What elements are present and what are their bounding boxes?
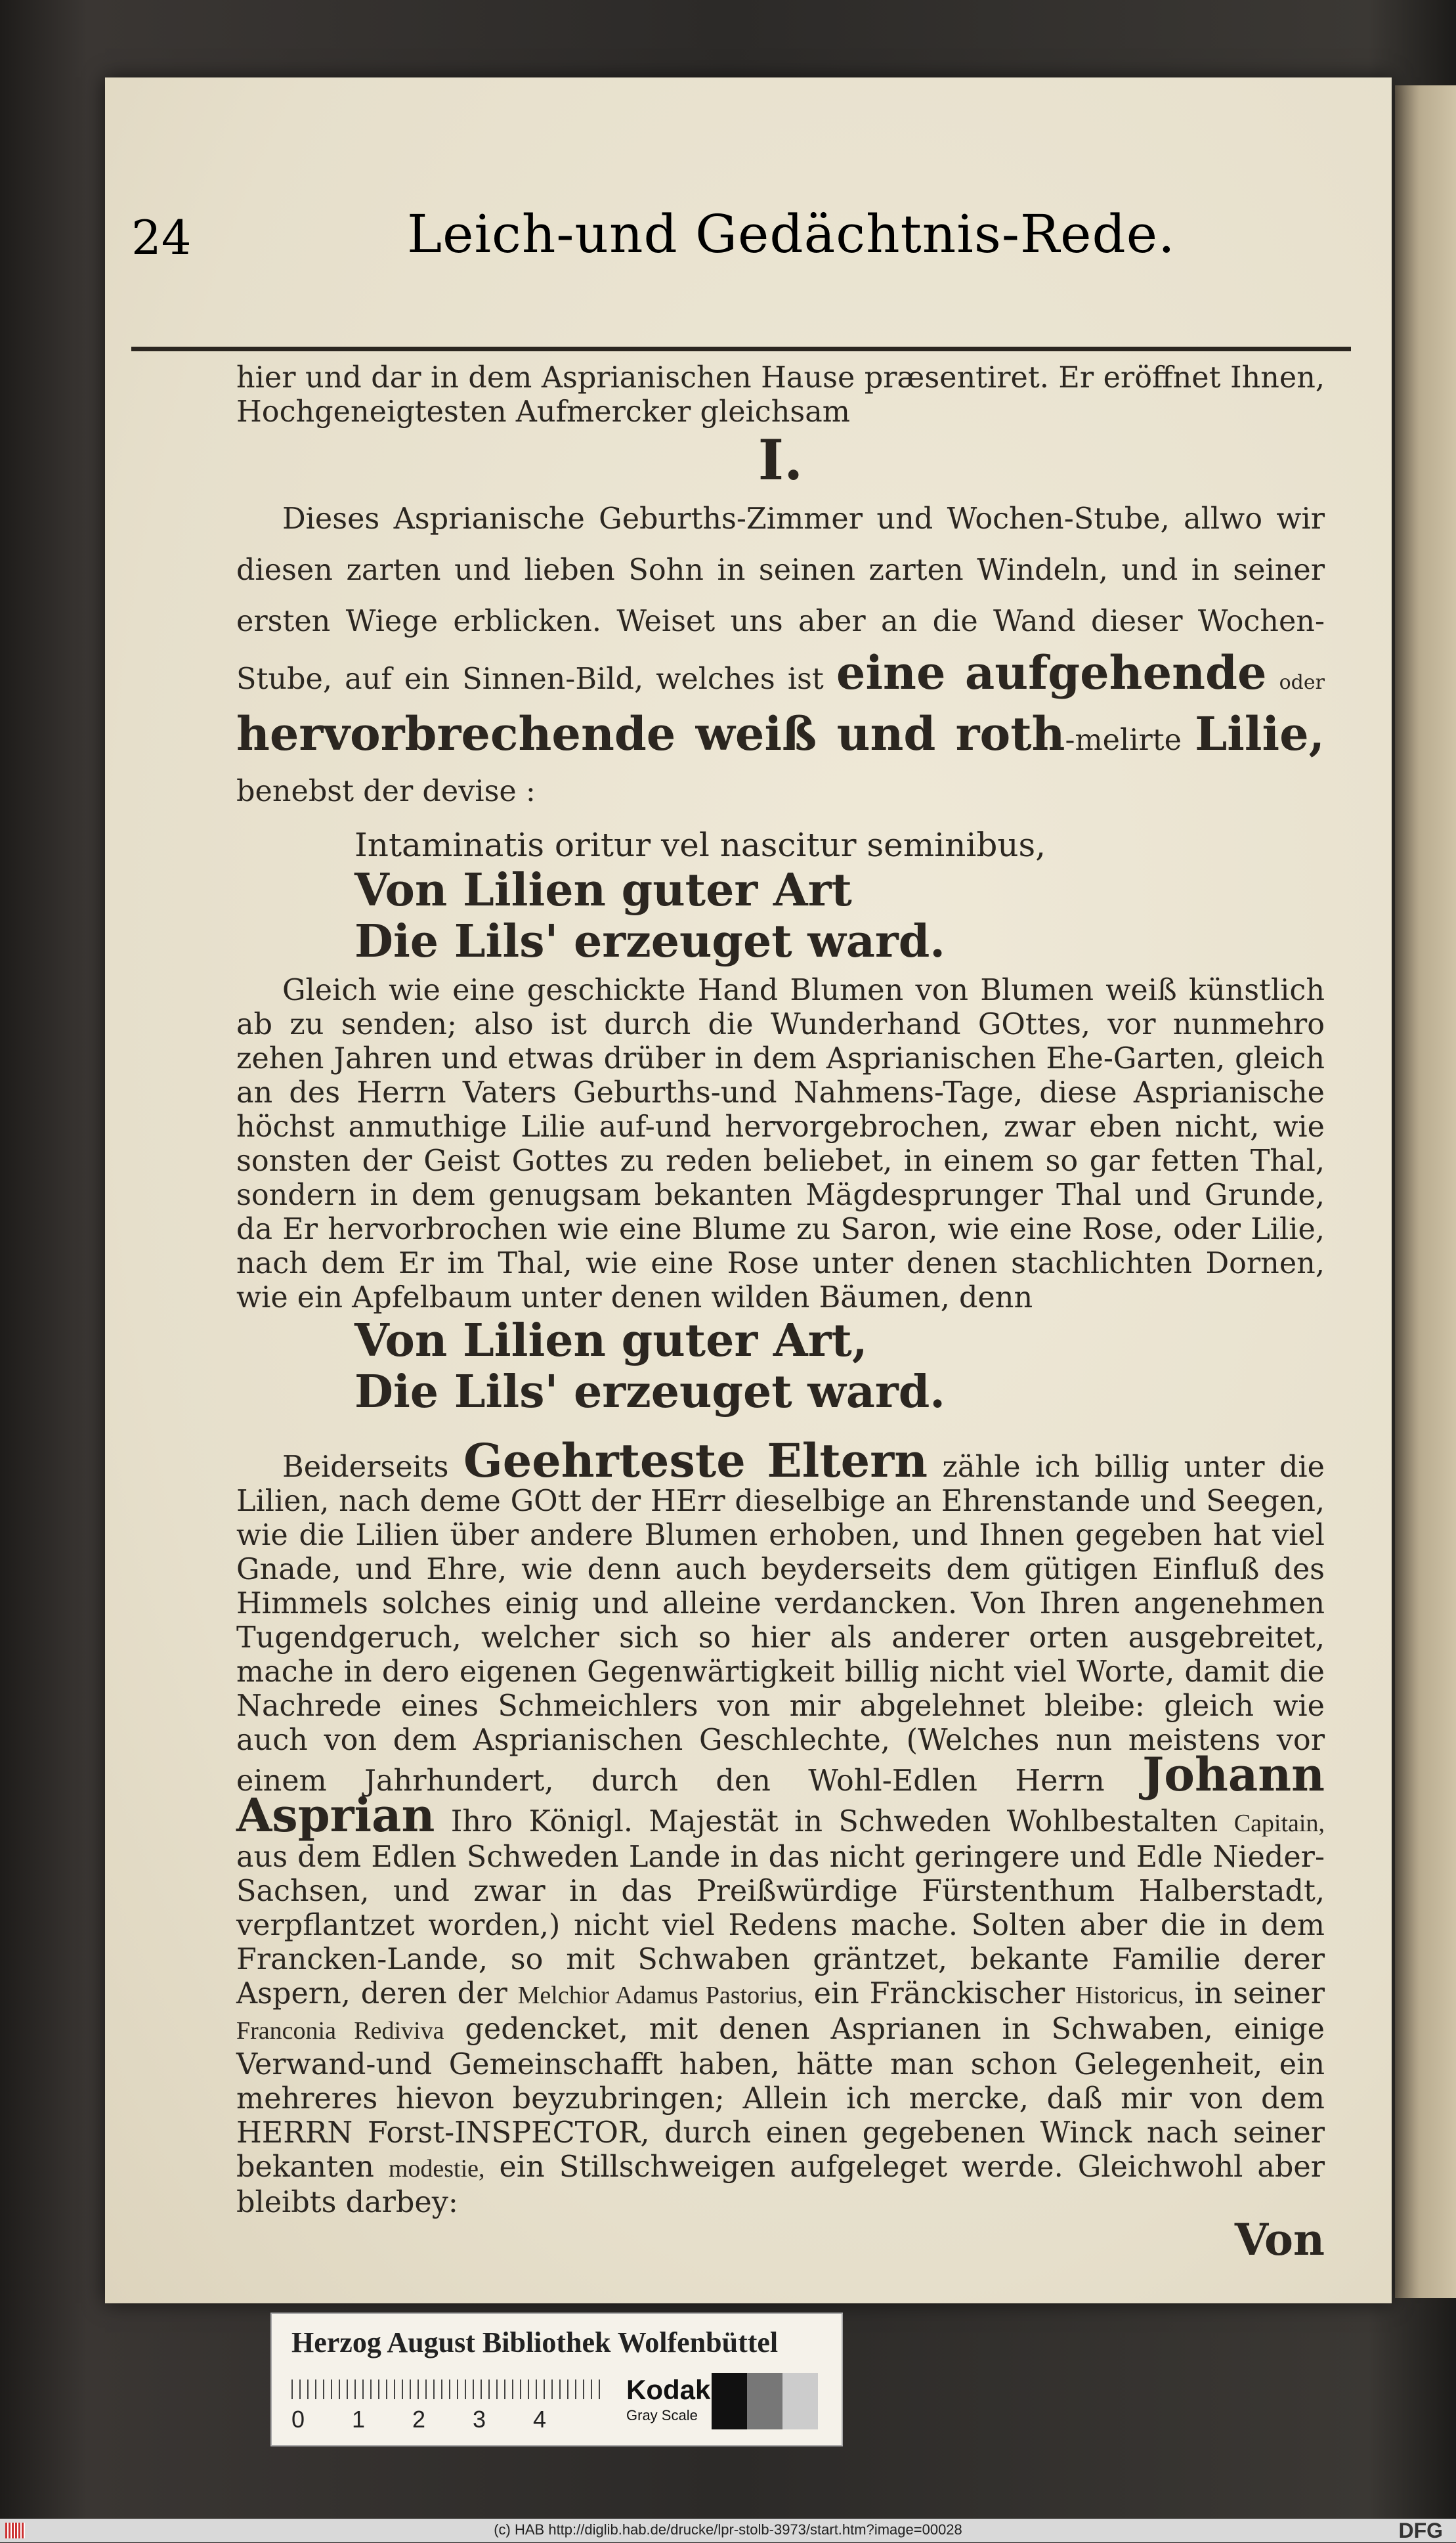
running-title: Leich-und Gedächtnis-Rede.: [407, 204, 1176, 265]
verse-line: Die Lils' erzeuget ward.: [354, 1366, 945, 1418]
gray-swatch: [747, 2373, 782, 2429]
verse-line: Von Lilien guter Art: [354, 864, 852, 917]
viewer-footer: [0, 2519, 1456, 2542]
dfg-logo: DFG: [1398, 2519, 1443, 2542]
emphasis-text: Lilie,: [1195, 706, 1325, 761]
section-numeral: I.: [758, 427, 803, 492]
kodak-label: Kodak: [626, 2374, 711, 2405]
facing-page-edge: [1395, 85, 1456, 2298]
source-url[interactable]: (c) HAB http://diglib.hab.de/drucke/lpr-stolb-3973/start.htm?image=00028: [494, 2521, 962, 2538]
paragraph-intro: hier und dar in dem Asprianischen Hause præsentiret. Er eröffnet Ihnen, Hochgeneigtesten Aufmercker gleichsam: [236, 361, 1325, 429]
header-rule: [131, 347, 1351, 351]
catchword: Von: [1234, 2214, 1325, 2265]
page-body: [236, 361, 1325, 2265]
latin-motto: Intaminatis oritur vel nascitur seminibus,: [354, 826, 1046, 864]
gray-swatch: [782, 2373, 818, 2429]
person-name: Johann Asprian: [236, 1747, 1325, 1842]
paragraph-1: Dieses Asprianische Geburths-Zimmer und Wochen-Stube, allwo wir diesen zarten und lieben Sohn in seinen zarten Windeln, und in seiner ersten Wiege erblicken. Weiset uns aber an die Wand dieser Wochen-Stube, auf ein Sinnen-Bild, welches ist eine aufgehende oder hervorbrechende weiß und roth-melirte Lilie, benebst der devise :: [236, 502, 1325, 808]
emphasis-text: eine aufgehende: [836, 645, 1267, 700]
paragraph-2: Gleich wie eine geschickte Hand Blumen von Blumen weiß künstlich ab zu senden; also ist durch die Wunderhand GOttes, vor nunmehro zehen Jahren und etwas drüber in dem Asprianischen Ehe-Garten, gleich an des Herrn Vaters Geburths-und Nahmens-Tage, diese Asprianische höchst anmuthige Lilie auf-und hervorgebrochen, zwar eben nicht, wie sonsten der Geist Gottes zu reden beliebet, in einem so gar fetten Thal, sondern in dem genugsam bekanten Mägdesprunger Thal und Grunde, da Er hervorbrochen wie eine Blume zu Saron, wie eine Rose, oder Lilie, nach dem Er im Thal, wie eine Rose unter denen stachlichten Dornen, wie ein Apfelbaum unter denen wilden Bäumen, denn: [236, 974, 1325, 1315]
emphasis-text: hervorbrechende weiß und roth: [236, 706, 1065, 761]
verse-line: Von Lilien guter Art,: [354, 1315, 868, 1367]
color-target-card: [270, 2313, 843, 2446]
gray-swatch: [712, 2373, 747, 2429]
gray-scale-label: Gray Scale: [626, 2407, 698, 2423]
emphasis-text: Geehrteste Eltern: [463, 1433, 928, 1488]
ruler-scale: [291, 2380, 607, 2399]
library-name: Herzog August Bibliothek Wolfenbüttel: [291, 2326, 779, 2358]
ruler-digits: 0 1 2 3 4: [291, 2406, 547, 2433]
verse-line: Die Lils' erzeuget ward.: [354, 915, 945, 968]
page-number: 24: [131, 210, 192, 265]
paragraph-3: Beiderseits Geehrteste Eltern zähle ich billig unter die Lilien, nach deme GOtt der HErr dieselbige an Ehrenstande und Seegen, wie die Lilien über andere Blumen erhoben, und Ihnen gegeben hat viel Gnade, und Ehre, wie denn auch beyderseits dem gütigen Einfluß des Himmels solches einig und alleine verdancken. Von Ihren angenehmen Tugendgeruch, welcher sich so hier als anderer orten ausgebreitet, mache in dero eigenen Gegenwärtigkeit billig nicht viel Worte, damit die Nachrede eines Schmeichlers von mir abgelehnet bleibe: gleich wie auch von dem Asprianischen Geschlechte, (Welches nun meistens vor einem Jahrhundert, durch den Wohl-Edlen Herrn Johann Asprian Ihro Königl. Majestät in Schweden Wohlbestalten Capitain, aus dem Edlen Schweden Lande in das nicht geringere und Edle Nieder-Sachsen, und zwar in das Preißwürdige Fürstenthum Halberstadt, verpflantzet worden,) nicht viel Redens mache. Solten aber die in dem Francken-Lande, so mit Schwaben gräntzet, bekante Familie derer Aspern, deren der Melchior Adamus Pastorius, ein Fränckischer Historicus, in seiner Franconia Rediviva gedencket, mit denen Asprianen in Schwaben, einige Verwand-und Gemeinschafft haben, hätte man schon Gelegenheit, ein mehreres hievon beyzubringen; Allein ich mercke, daß mir von dem HERRN Forst-INSPECTOR, durch einen gegebenen Winck nach seiner bekanten modestie, ein Stillschweigen aufgeleget werde. Gleichwohl aber bleibts darbey:: [236, 1433, 1325, 2219]
page-header: [131, 197, 1364, 276]
